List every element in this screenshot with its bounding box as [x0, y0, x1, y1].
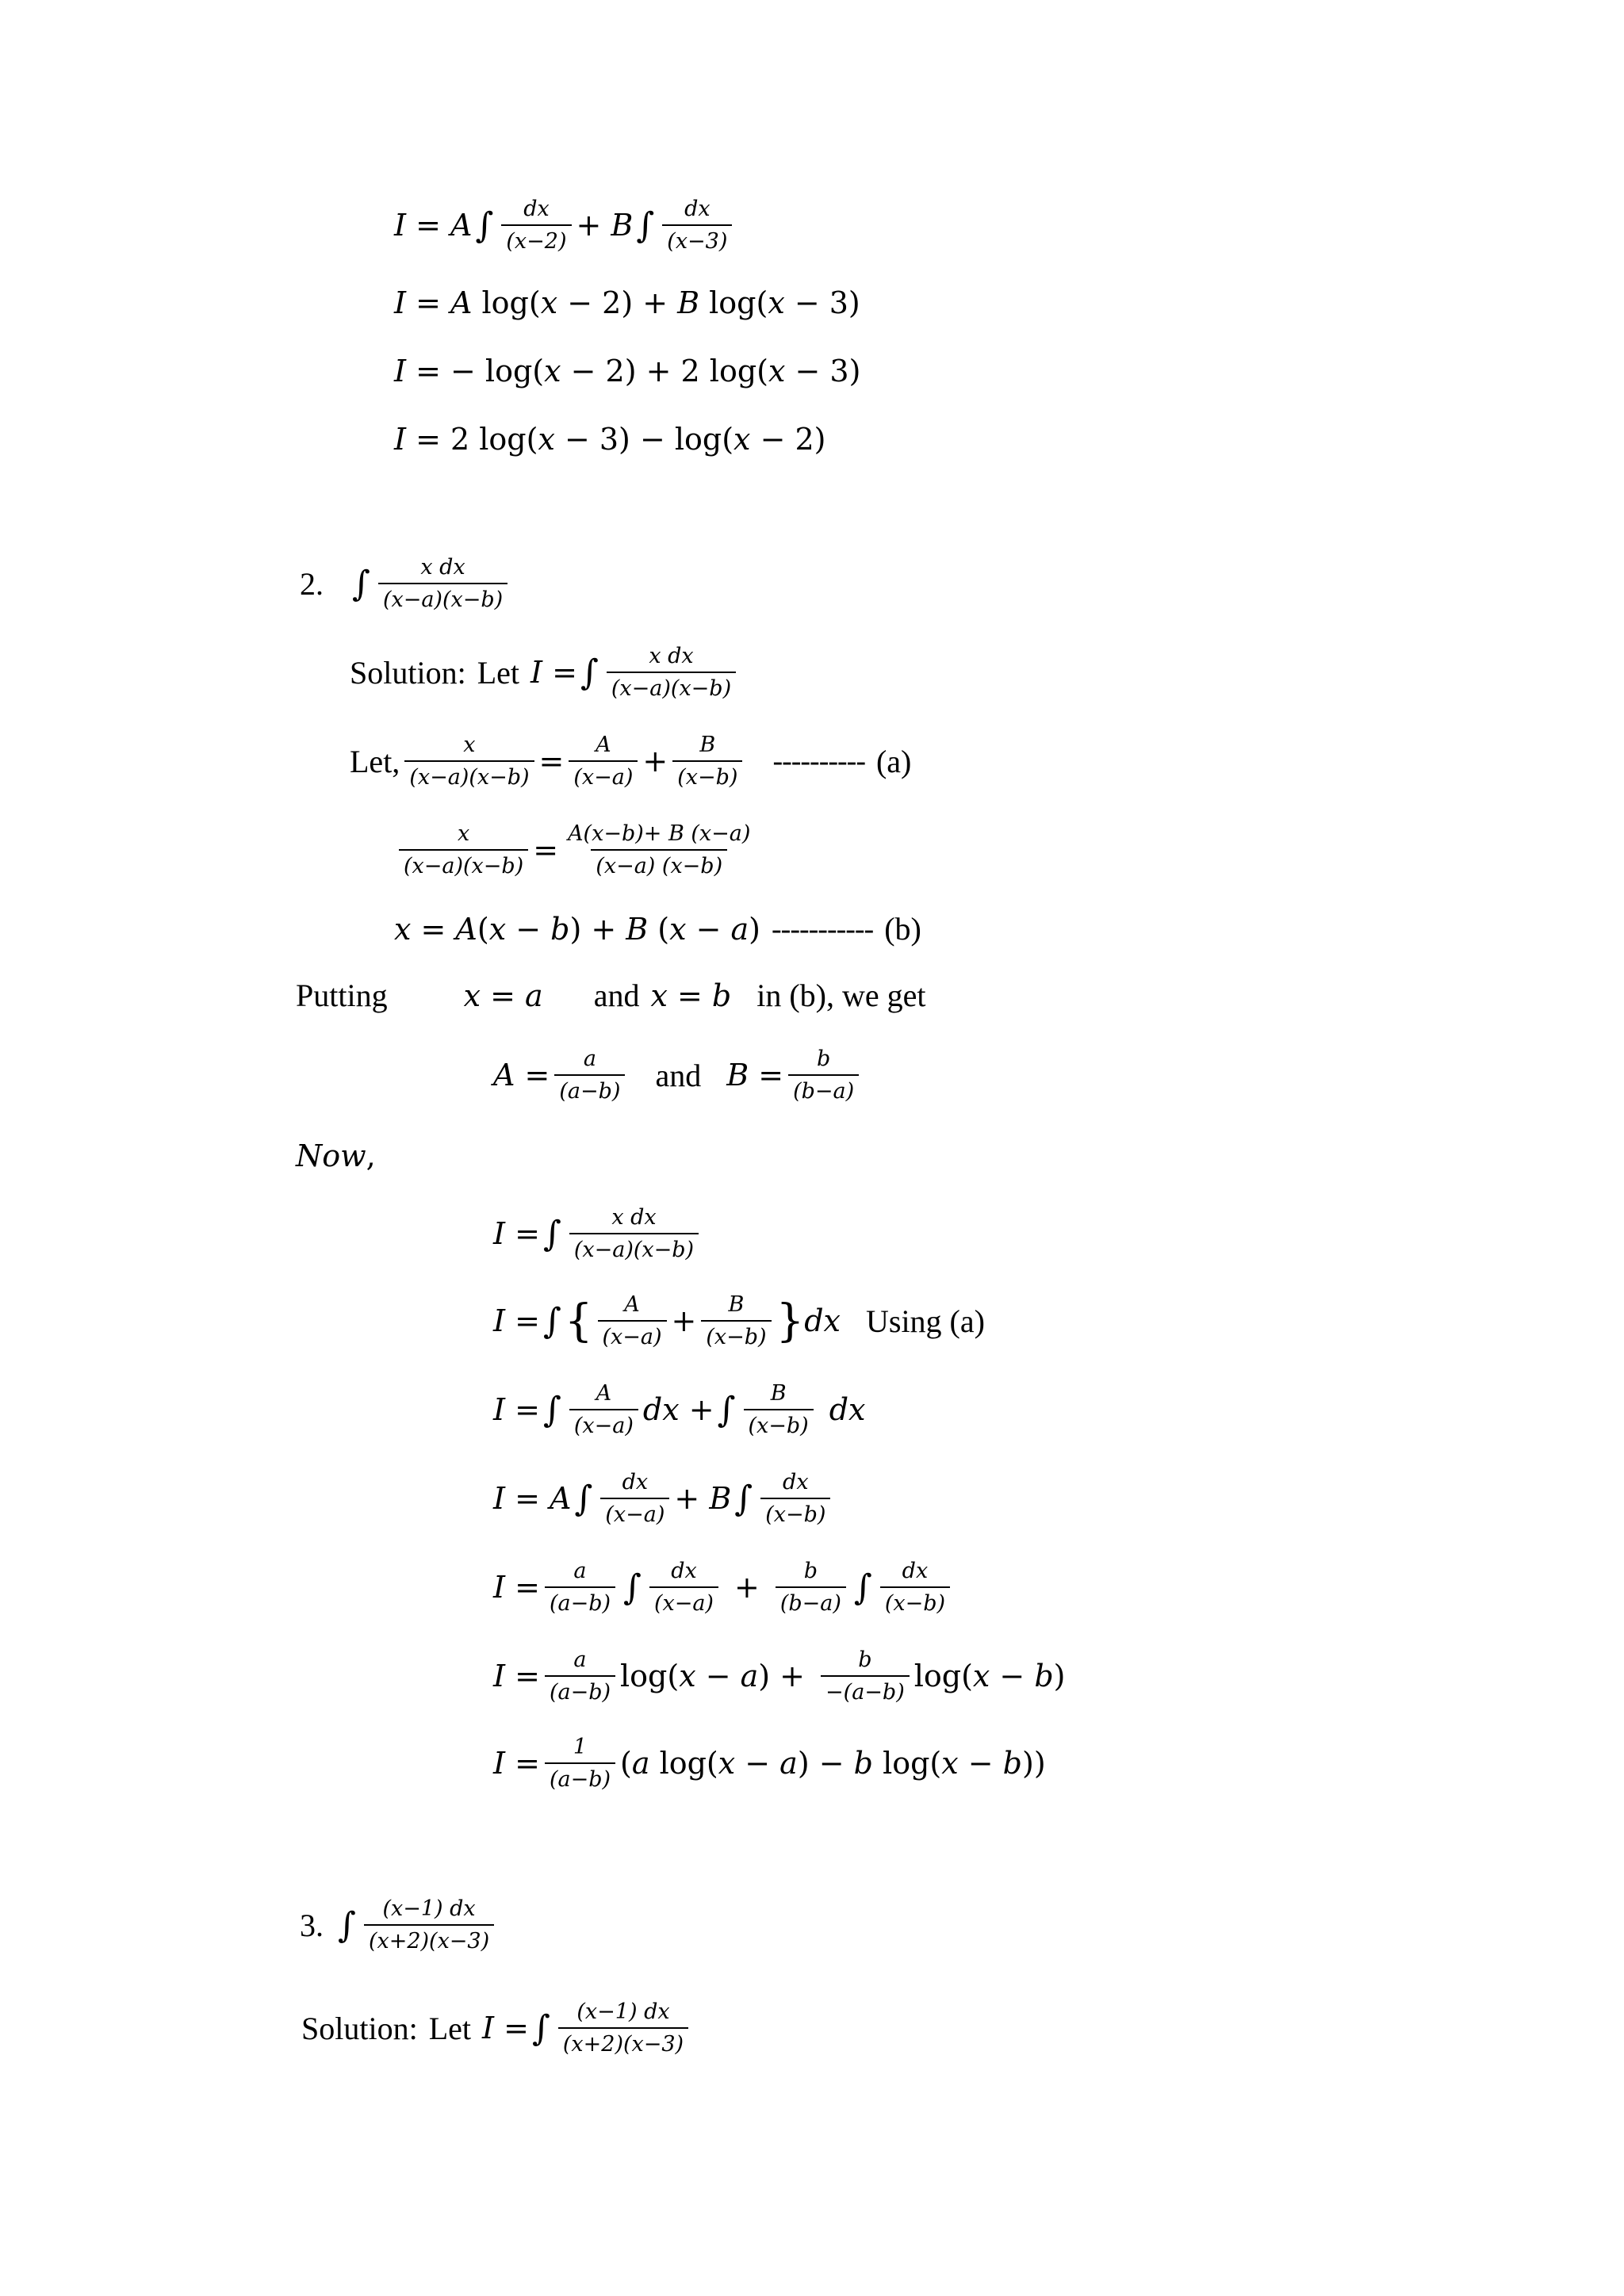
numerator: 1	[573, 1735, 588, 1759]
denominator: (𝑎−𝑏)	[545, 1675, 615, 1705]
putting-line	[296, 977, 925, 1014]
numerator: 𝑑𝑥	[523, 197, 550, 221]
denominator: (𝑥−𝑎)(𝑥−𝑏)	[378, 583, 508, 612]
numerator: 𝐴	[596, 1381, 612, 1406]
numerator: 𝑥 𝑑𝑥	[649, 644, 694, 668]
integral-sign: ∫	[574, 1478, 593, 1519]
fraction	[880, 1559, 950, 1616]
fraction	[545, 1647, 615, 1705]
solution-label: Solution:	[350, 654, 466, 691]
integral-sign: ∫	[717, 1389, 736, 1430]
numerator: 𝐵	[770, 1381, 787, 1406]
fraction	[554, 1047, 625, 1104]
eq-text: 𝐴 =	[493, 1058, 550, 1093]
question-3	[300, 1896, 499, 1954]
denominator: (𝑎−𝑏)	[545, 1762, 615, 1792]
question-number: 3.	[300, 1907, 324, 1943]
denominator: (𝑏−𝑎)	[788, 1074, 859, 1104]
eq-text: (𝑎 log(𝑥 − 𝑎) − 𝑏 log(𝑥 − 𝑏))	[620, 1746, 1046, 1781]
numerator: 𝑏	[816, 1047, 831, 1071]
equation-b-line	[394, 910, 921, 947]
fraction	[649, 1559, 718, 1616]
fraction	[821, 1647, 910, 1705]
numerator: 𝑎	[573, 1559, 587, 1583]
right-brace: }	[776, 1295, 805, 1347]
numerator: (𝑥−1) 𝑑𝑥	[382, 1896, 476, 1921]
step-7	[493, 1735, 1046, 1792]
step-2	[493, 1292, 985, 1349]
denominator: (𝑥−𝑎)	[649, 1586, 718, 1616]
integral-sign: ∫	[531, 2007, 550, 2049]
numerator: 𝑑𝑥	[684, 197, 710, 221]
step-4	[493, 1470, 835, 1527]
numerator: 𝐵	[699, 733, 716, 757]
denominator: (𝑥−𝑎)	[569, 1409, 638, 1438]
numerator: 𝑏	[803, 1559, 818, 1583]
denominator: (𝑥−𝑎)	[600, 1498, 669, 1527]
eq-text: 𝐼 =	[493, 1392, 540, 1427]
eq-text: 𝐼 =	[482, 2011, 529, 2045]
plus-sign: +	[733, 1570, 760, 1605]
denominator: (𝑥+2)(𝑥−3)	[558, 2027, 688, 2057]
dash-leader: -----------	[772, 912, 874, 946]
numerator: 𝑏	[858, 1647, 872, 1672]
numerator: 𝑥	[457, 821, 470, 846]
eq-text: 𝐼 =	[493, 1659, 540, 1693]
eq-line-1	[394, 197, 737, 254]
partial-fraction-line	[350, 733, 911, 790]
step-5	[493, 1559, 955, 1616]
denominator: (𝑥−3)	[662, 224, 732, 254]
fraction	[569, 1381, 638, 1438]
eq-text: 𝐼 = 2 log(𝑥 − 3) − log(𝑥 − 2)	[394, 422, 826, 457]
eq-text: 𝐼 =	[493, 1570, 540, 1605]
eq-text: 𝐼 =	[493, 1303, 540, 1338]
plus-sign: +	[642, 744, 668, 779]
fraction	[598, 1292, 667, 1349]
fraction	[788, 1047, 859, 1104]
fraction	[744, 1381, 814, 1438]
denominator: (𝑥−𝑎)(𝑥−𝑏)	[607, 672, 736, 701]
integral-sign: ∫	[636, 205, 655, 246]
eq-text: 𝑑𝑥 +	[642, 1392, 714, 1427]
fraction	[399, 821, 528, 878]
eq-text: 𝐼 = 𝐴 log(𝑥 − 2) + 𝐵 log(𝑥 − 3)	[394, 285, 860, 320]
question-number: 2.	[300, 565, 324, 602]
integral-sign: ∫	[580, 652, 599, 693]
fraction	[569, 1205, 699, 1262]
fraction	[558, 1999, 688, 2057]
step-6	[493, 1647, 1066, 1705]
denominator: (𝑥−𝑏)	[672, 760, 742, 790]
denominator: (𝑥−𝑎)(𝑥−𝑏)	[569, 1233, 699, 1262]
denominator: (𝑥+2)(𝑥−3)	[364, 1924, 494, 1954]
fraction	[563, 821, 755, 878]
denominator: (𝑎−𝑏)	[545, 1586, 615, 1616]
denominator: (𝑥−𝑎)(𝑥−𝑏)	[404, 760, 534, 790]
numerator: 𝑎	[583, 1047, 596, 1071]
and-label: and	[655, 1057, 702, 1093]
fraction	[672, 733, 742, 790]
numerator: 𝐴	[624, 1292, 640, 1317]
now-line	[296, 1138, 376, 1173]
numerator: (𝑥−1) 𝑑𝑥	[576, 1999, 670, 2024]
eq-text: 𝑑𝑥	[804, 1303, 841, 1338]
denominator: (𝑥−𝑏)	[744, 1409, 814, 1438]
and-label: and	[593, 978, 640, 1013]
fraction	[364, 1896, 494, 1954]
in-b-label: in (b), we get	[756, 978, 926, 1013]
fraction	[662, 197, 732, 254]
eq-line-3	[394, 354, 860, 388]
numerator: 𝐵	[728, 1292, 745, 1317]
fraction	[607, 644, 736, 701]
integral-sign: ∫	[352, 563, 370, 604]
eq-text: + 𝐵	[674, 1481, 732, 1516]
integral-sign: ∫	[734, 1478, 753, 1519]
denominator: (𝑥−𝑏)	[880, 1586, 950, 1616]
integral-sign: ∫	[338, 1904, 356, 1946]
eq-text: 𝑑𝑥	[829, 1392, 866, 1427]
integral-sign: ∫	[475, 205, 494, 246]
denominator: (𝑥−𝑎)(𝑥−𝑏)	[399, 849, 528, 878]
numerator: 𝐴(𝑥−𝑏)+ 𝐵 (𝑥−𝑎)	[568, 821, 751, 846]
denominator: (𝑥−𝑎) (𝑥−𝑏)	[591, 849, 727, 878]
eq-line-4	[394, 422, 826, 457]
eq-text: 𝐼 =	[493, 1216, 540, 1251]
denominator: (𝑥−𝑎)	[569, 760, 638, 790]
numerator: 𝑑𝑥	[783, 1470, 809, 1494]
eq-text: + 𝐵	[576, 208, 634, 243]
fraction	[501, 197, 571, 254]
fraction	[404, 733, 534, 790]
q3-solution-line	[301, 1999, 693, 2057]
numerator: 𝐴	[596, 733, 611, 757]
numerator: 𝑥 𝑑𝑥	[611, 1205, 657, 1230]
eq-text: 𝑥 = 𝐴(𝑥 − 𝑏) + 𝐵 (𝑥 − 𝑎)	[394, 911, 761, 947]
denominator: (𝑥−𝑎)	[598, 1320, 667, 1349]
numerator: 𝑥 𝑑𝑥	[420, 555, 465, 580]
dash-leader: ----------	[772, 744, 865, 778]
let-label: Let	[477, 654, 520, 691]
fraction	[600, 1470, 669, 1527]
plus-sign: +	[671, 1303, 697, 1338]
eq-line-2	[394, 285, 860, 320]
numerator: 𝑎	[573, 1647, 587, 1672]
eq-text: 𝐼 = 𝐴	[394, 208, 473, 243]
step-1	[493, 1205, 703, 1262]
solution-line	[350, 644, 741, 701]
fraction	[701, 1292, 771, 1349]
equals-sign: =	[538, 744, 565, 779]
integral-sign: ∫	[853, 1567, 872, 1608]
fraction	[776, 1559, 846, 1616]
equals-sign: =	[533, 832, 559, 867]
denominator: (𝑥−𝑏)	[701, 1320, 771, 1349]
integral-sign: ∫	[542, 1213, 561, 1254]
eq-text: 𝐼 = 𝐴	[493, 1481, 572, 1516]
numerator: 𝑥	[463, 733, 476, 757]
let-label: Let,	[350, 743, 400, 779]
using-label: Using (a)	[865, 1303, 985, 1339]
equation-tag: (a)	[875, 743, 912, 779]
eq-text: log(𝑥 − 𝑎) +	[620, 1659, 806, 1693]
numerator: 𝑑𝑥	[902, 1559, 929, 1583]
integral-sign: ∫	[542, 1300, 561, 1341]
eq-text: 𝐼 = − log(𝑥 − 2) + 2 log(𝑥 − 3)	[394, 354, 861, 388]
eq-text: 𝐵 =	[726, 1058, 784, 1093]
denominator: −(𝑎−𝑏)	[821, 1675, 910, 1705]
fraction	[760, 1470, 830, 1527]
eq-text: 𝐼 =	[493, 1746, 540, 1781]
numerator: 𝑑𝑥	[671, 1559, 697, 1583]
fraction	[378, 555, 508, 612]
coefficients-line	[493, 1047, 864, 1104]
let-label: Let	[428, 2010, 472, 2046]
question-2	[300, 555, 512, 612]
fraction	[569, 733, 638, 790]
eq-text: 𝑥 = 𝑏	[650, 978, 732, 1013]
left-brace: {	[564, 1295, 593, 1347]
numerator: 𝑑𝑥	[622, 1470, 649, 1494]
eq-text: 𝐼 =	[530, 655, 577, 690]
eq-text: log(𝑥 − 𝑏)	[914, 1659, 1066, 1693]
fraction	[545, 1559, 615, 1616]
eq-text: 𝑥 = 𝑎	[463, 978, 543, 1013]
step-3	[493, 1381, 865, 1438]
combined-fraction-line	[394, 821, 760, 878]
integral-sign: ∫	[623, 1567, 642, 1608]
equation-tag: (b)	[884, 911, 921, 947]
solution-label: Solution:	[301, 2010, 418, 2046]
denominator: (𝑥−2)	[501, 224, 571, 254]
denominator: (𝑏−𝑎)	[776, 1586, 846, 1616]
now-label: 𝑁𝑜𝑤,	[296, 1138, 376, 1173]
putting-label: Putting	[296, 978, 388, 1013]
fraction	[545, 1735, 615, 1792]
integral-sign: ∫	[542, 1389, 561, 1430]
denominator: (𝑥−𝑏)	[760, 1498, 830, 1527]
denominator: (𝑎−𝑏)	[554, 1074, 625, 1104]
